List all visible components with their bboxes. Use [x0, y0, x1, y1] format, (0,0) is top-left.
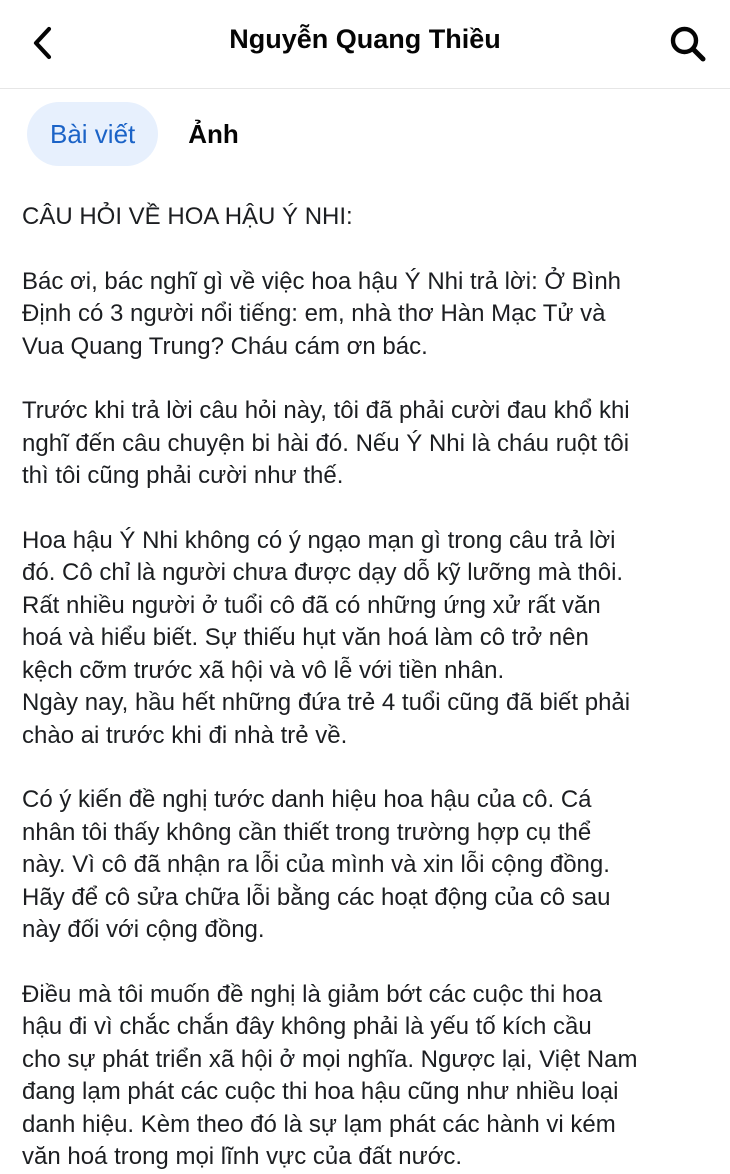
profile-tabs: [0, 89, 730, 179]
post-heading: CÂU HỎI VỀ HOA HẬU Ý NHI:: [22, 203, 353, 230]
page-title: Nguyễn Quang Thiều: [229, 24, 501, 54]
chevron-left-icon: [32, 26, 54, 60]
post-body: [0, 179, 730, 1174]
post-paragraph: Hoa hậu Ý Nhi không có ý ngạo mạn gì trong câu trả lời đó. Cô chỉ là người chưa được dạy dỗ kỹ lưỡng mà thôi. Rất nhiều người ở tuổi cô đã có những ứng xử rất văn hoá và hiểu biết. Sự thiếu hụt văn hoá làm cô trở nên kệch cỡm trước xã hội và vô lễ với tiền nhân. Ngày nay, hầu hết những đứa trẻ 4 tuổi cũng đã biết phải chào ai trước khi đi nhà trẻ về.: [22, 526, 631, 749]
back-button[interactable]: [26, 26, 60, 60]
post-paragraph: Có ý kiến đề nghị tước danh hiệu hoa hậu của cô. Cá nhân tôi thấy không cần thiết trong trường hợp cụ thể này. Vì cô đã nhận ra lỗi của mình và xin lỗi cộng đồng. Hãy để cô sửa chữa lỗi bằng các hoạt động của cô sau này đối với cộng đồng.: [22, 786, 611, 943]
tab-posts[interactable]: Bài viết: [27, 102, 158, 166]
search-button[interactable]: [668, 24, 708, 64]
post-paragraph: Điều mà tôi muốn đề nghị là giảm bớt các cuộc thi hoa hậu đi vì chắc chắn đây không phải là yếu tố kích cầu cho sự phát triển xã hội ở mọi nghĩa. Ngược lại, Việt Nam đang lạm phát các cuộc thi hoa hậu cũng như nhiều loại danh hiệu. Kèm theo đó là sự lạm phát các hành vi kém văn hoá trong mọi lĩnh vực của đất nước.: [22, 980, 638, 1170]
tab-photos[interactable]: Ảnh: [188, 118, 239, 149]
search-icon: [669, 25, 707, 63]
top-bar: [0, 0, 730, 89]
post-paragraph: Bác ơi, bác nghĩ gì về việc hoa hậu Ý Nhi trả lời: Ở Bình Định có 3 người nổi tiếng: em, nhà thơ Hàn Mạc Tử và Vua Quang Trung? Cháu cám ơn bác.: [22, 267, 622, 360]
post-paragraph: Trước khi trả lời câu hỏi này, tôi đã phải cười đau khổ khi nghĩ đến câu chuyện bi hài đó. Nếu Ý Nhi là cháu ruột tôi thì tôi cũng phải cười như thế.: [22, 397, 630, 489]
